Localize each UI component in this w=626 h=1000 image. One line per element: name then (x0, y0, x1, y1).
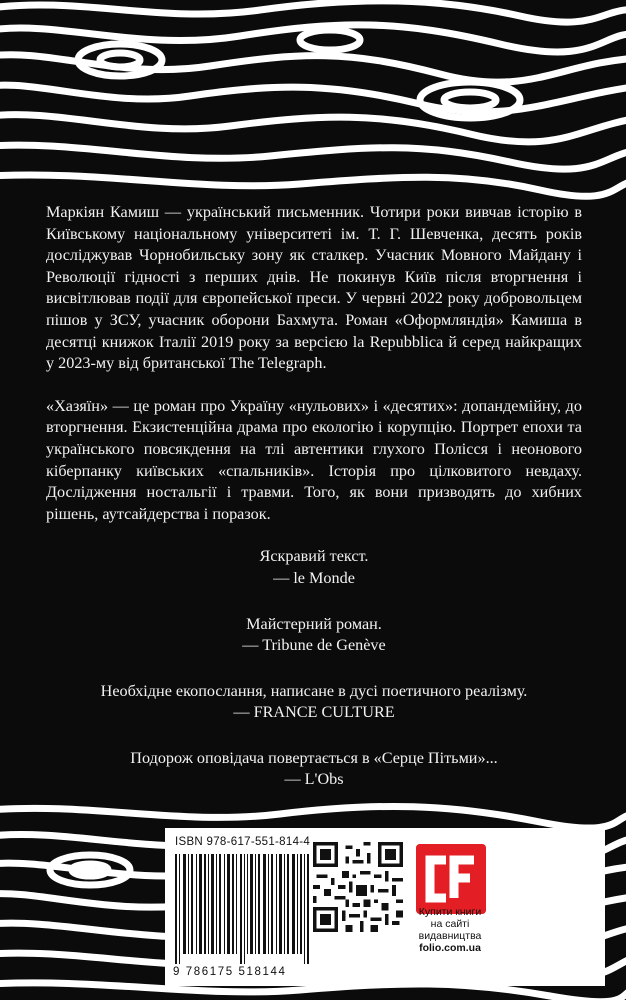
review-quote (46, 614, 582, 657)
author-bio: Маркіян Камиш — український письменник. Чотири роки вивчав історію в Київському національному університеті ім. Т. Г. Шевченка, десять років досліджував Чорнобильську зону як сталкер. Учасник Мовного Майдану і Революції гідності з перших днів. Не покинув Київ після вторгнення і висвітлював події для європейської преси. У червні 2022 року добровольцем пішов у ЗСУ, учасник оборони Бахмута. Роман «Оформляндія» Камиша в десятці книжок Італії 2019 року за версією la Repubblica й серед найкращих у 2023-му від британської The Telegraph. (46, 203, 582, 373)
buy-text-line3: видавництва (418, 930, 482, 942)
qr-code-icon[interactable] (313, 842, 403, 932)
book-description: «Хазяїн» — це роман про Україну «нульових» і «десятих»: допандемійну, до вторгнення. Екзистенційна драма про екологію і корупцію. Портрет епохи та українського повсякдення на тлі автентики глухого Полісся і неонового кіберпанку київських «спальників». Історія про цілковитого невдаху. Дослідження ностальгії і травми. Того, як вони призводять до хибних рішень, аутсайдерства і поразок. (46, 396, 582, 523)
quote-source: — FRANCE CULTURE (233, 703, 395, 722)
review-quote (46, 546, 582, 589)
text-block (46, 202, 582, 815)
review-quote (46, 681, 582, 724)
quote-text: Яскравий текст. (259, 547, 369, 566)
review-quote (46, 748, 582, 791)
isbn-label: ISBN 978-617-551-814-4 (175, 836, 311, 848)
quote-text: Майстерний роман. (246, 614, 382, 633)
quote-text: Необхідне екопослання, написане в дусі поетичного реалізму. (100, 681, 528, 700)
buy-text-line1: Купити книги (418, 906, 482, 918)
quote-source: — Tribune de Genève (242, 636, 386, 655)
barcode-number: 9 786175 518144 (173, 966, 287, 978)
quote-text: Подорож оповідача повертається в «Серце Пітьми»... (130, 748, 498, 767)
buy-online-text (400, 906, 500, 954)
quote-source: — L'Obs (284, 770, 344, 789)
buy-text-line2: на сайті (430, 918, 470, 930)
quote-source: — le Monde (273, 568, 355, 587)
barcode-panel (165, 828, 605, 986)
woodgrain-top-pattern (0, 0, 626, 200)
barcode-image (173, 854, 323, 964)
publisher-url[interactable]: folio.com.ua (419, 942, 481, 954)
publisher-logo-cf (416, 844, 486, 914)
